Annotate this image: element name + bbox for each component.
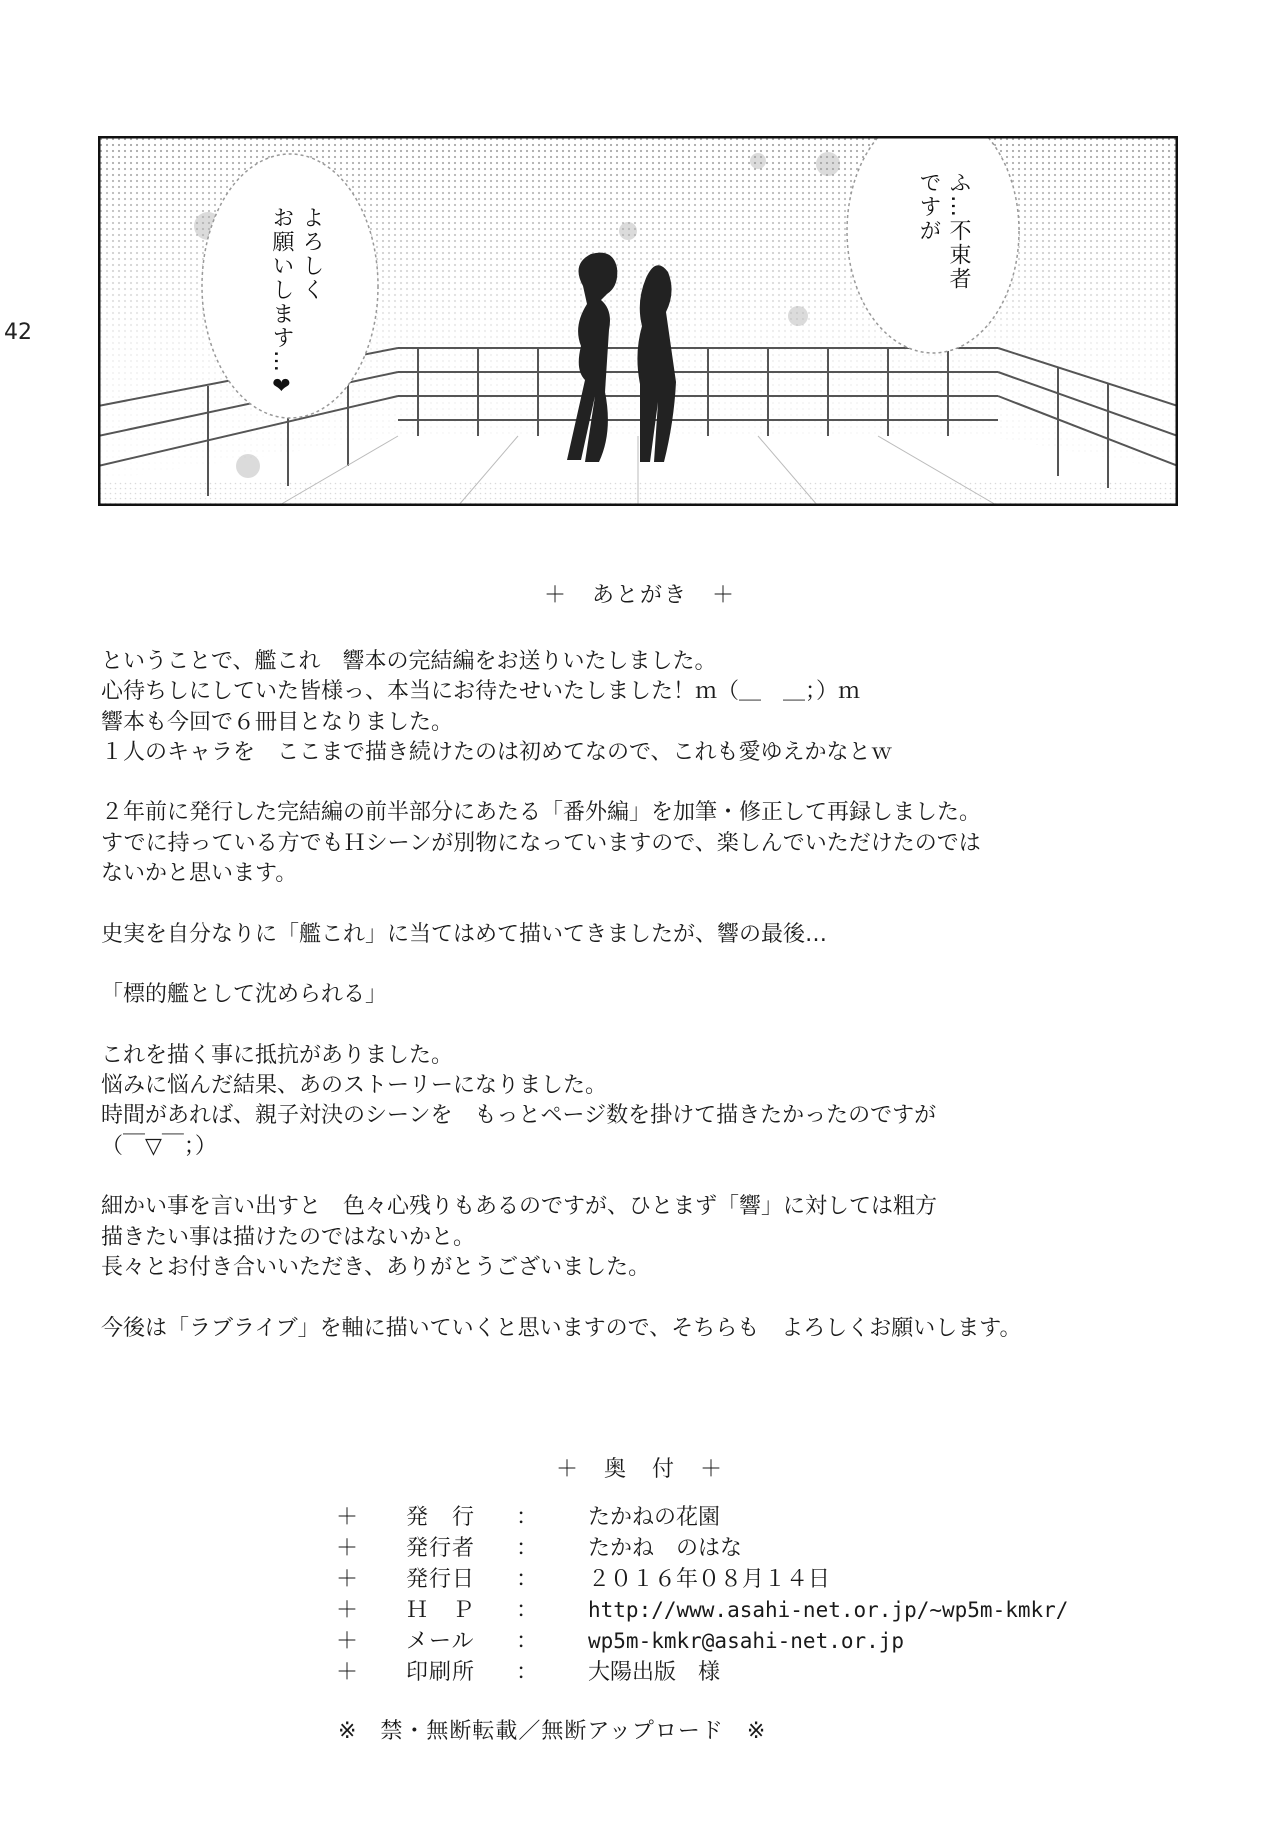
row-label: 発行者 bbox=[406, 1536, 476, 1561]
colophon-row bbox=[336, 1564, 1068, 1595]
illustration-panel bbox=[98, 136, 1178, 506]
row-colon: ： bbox=[516, 1660, 539, 1685]
afterword-heading: ＋ あとがき ＋ bbox=[543, 583, 736, 608]
afterword-body bbox=[101, 647, 1221, 1344]
colophon-table bbox=[336, 1502, 1068, 1688]
row-colon: ： bbox=[516, 1536, 539, 1561]
afterword-line bbox=[101, 768, 1221, 798]
colophon-row bbox=[336, 1626, 1068, 1657]
homepage-link[interactable]: http://www.asahi-net.or.jp/~wp5m-kmkr/ bbox=[588, 1598, 1069, 1622]
bubble-left-text: よろしく お願いします…❤ bbox=[269, 206, 324, 401]
afterword-line: ２年前に発行した完結編の前半部分にあたる「番外編」を加筆・修正して再録しました。 bbox=[101, 800, 982, 826]
row-bullet: ＋ bbox=[336, 1536, 359, 1561]
afterword-line bbox=[101, 889, 1221, 919]
colophon-row bbox=[336, 1657, 1068, 1688]
colophon-row bbox=[336, 1595, 1068, 1626]
afterword-line: 今後は「ラブライブ」を軸に描いていくと思いますので、そちらも よろしくお願いします。 bbox=[101, 1315, 1022, 1341]
afterword-line bbox=[101, 1011, 1221, 1041]
row-value: ２０１６年０８月１４日 bbox=[588, 1567, 831, 1592]
bubble-right-text: ふ…不束者 ですが bbox=[916, 171, 971, 291]
row-colon: ： bbox=[516, 1505, 539, 1530]
row-value: 大陽出版 様 bbox=[588, 1660, 721, 1685]
row-colon: ： bbox=[516, 1629, 539, 1654]
row-label: 印刷所 bbox=[406, 1660, 476, 1685]
row-value: たかねの花園 bbox=[588, 1505, 721, 1530]
copyright-notice: ※ 禁・無断転載／無断アップロード ※ bbox=[338, 1719, 767, 1744]
afterword-line bbox=[101, 1162, 1221, 1192]
afterword-line: 「標的艦として沈められる」 bbox=[101, 982, 388, 1008]
colophon-heading: ＋ 奥 付 ＋ bbox=[555, 1457, 724, 1482]
afterword-line bbox=[101, 950, 1221, 980]
afterword-line bbox=[101, 1283, 1221, 1313]
afterword-line: これを描く事に抵抗がありました。 bbox=[101, 1042, 454, 1068]
row-value: たかね のはな bbox=[588, 1536, 743, 1561]
row-bullet: ＋ bbox=[336, 1598, 359, 1623]
afterword-line: 心待ちしにしていた皆様っ、本当にお待たせいたしました！ｍ（＿ ＿；）ｍ bbox=[101, 679, 861, 705]
email-link[interactable]: wp5m-kmkr@asahi-net.or.jp bbox=[588, 1629, 905, 1653]
row-bullet: ＋ bbox=[336, 1505, 359, 1530]
row-label: 発行日 bbox=[406, 1567, 476, 1592]
afterword-line: 長々とお付き合いいただき、ありがとうございました。 bbox=[101, 1254, 651, 1280]
row-bullet: ＋ bbox=[336, 1567, 359, 1592]
colophon-row bbox=[336, 1533, 1068, 1564]
afterword-line: １人のキャラを ここまで描き続けたのは初めてなので、これも愛ゆえかなとｗ bbox=[101, 739, 893, 765]
afterword-line: 悩みに悩んだ結果、あのストーリーになりました。 bbox=[101, 1073, 608, 1099]
afterword-line: ないかと思います。 bbox=[101, 861, 298, 887]
afterword-line: すでに持っている方でもＨシーンが別物になっていますので、楽しんでいただけたのでは bbox=[101, 830, 981, 856]
row-label: メール bbox=[406, 1629, 475, 1654]
afterword-line: 描きたい事は描けたのではないかと。 bbox=[101, 1224, 476, 1250]
row-bullet: ＋ bbox=[336, 1660, 359, 1685]
illustration-artwork bbox=[98, 136, 1178, 506]
row-label: 発 行 bbox=[406, 1505, 476, 1530]
colophon-row bbox=[336, 1502, 1068, 1533]
row-bullet: ＋ bbox=[336, 1629, 359, 1654]
row-colon: ： bbox=[516, 1598, 539, 1623]
row-label: Ｈ Ｐ bbox=[406, 1598, 476, 1623]
afterword-line: 細かい事を言い出すと 色々心残りもあるのですが、ひとまず「響」に対しては粗方 bbox=[101, 1194, 938, 1220]
afterword-line: 時間があれば、親子対決のシーンを もっとページ数を掛けて描きたかったのですが bbox=[101, 1103, 937, 1129]
page-number: 42 bbox=[4, 320, 32, 345]
afterword-line: （￣▽￣；） bbox=[101, 1133, 217, 1159]
row-colon: ： bbox=[516, 1567, 539, 1592]
afterword-line: 響本も今回で６冊目となりました。 bbox=[101, 709, 454, 735]
afterword-line: 史実を自分なりに「艦これ」に当てはめて描いてきましたが、響の最後… bbox=[101, 921, 828, 947]
afterword-line: ということで、艦これ 響本の完結編をお送りいたしました。 bbox=[101, 649, 717, 674]
